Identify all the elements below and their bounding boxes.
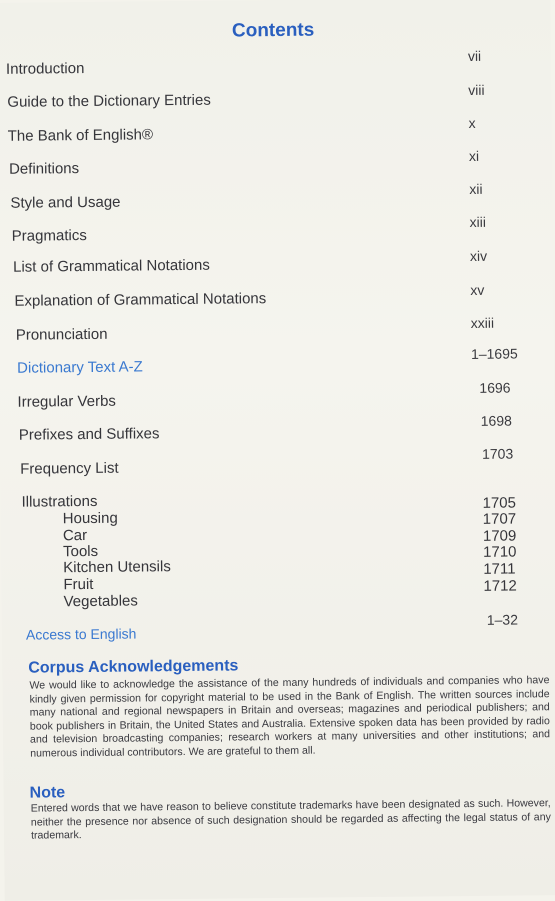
toc-entry-introduction: Introduction [5,60,85,78]
toc-entry-access-to-english: Access to English [25,625,137,643]
toc-entry-frequency-list: Frequency List [20,459,119,478]
illustration-vegetables: Vegetables [63,592,138,611]
toc-page-number: x [468,114,476,131]
illustration-housing: Housing [62,509,118,528]
toc-entry-definitions: Definitions [8,160,80,178]
toc-page-number: 1696 [479,379,511,396]
toc-page-number: 1–1695 [470,345,518,362]
illustration-tools: Tools [62,542,99,561]
toc-page-number: 1703 [481,445,514,462]
toc-entry-pronunciation: Pronunciation [15,325,108,344]
toc-page-number: vii [467,47,482,64]
toc-page-number: viii [468,81,485,98]
note-paragraph: Entered words that we have reason to believe constitute trademarks have been designated as such. However, neither the presence nor absence of such designation should be regarded as affecting the legal status of any trademark. [30,797,551,842]
note-heading: Note [29,784,66,802]
toc-entry-grammatical-list: List of Grammatical Notations [12,256,210,276]
toc-entry-illustrations: Illustrations [21,492,98,511]
toc-page-number: 1698 [480,412,512,429]
illustration-kitchen-utensils: Kitchen Utensils [63,558,171,577]
illustration-page-number: 1709 [482,527,517,545]
toc-entry-prefixes-suffixes: Prefixes and Suffixes [18,425,160,444]
illustration-page-number: 1712 [483,577,517,595]
illustration-page-number: 1710 [483,543,517,561]
corpus-paragraph: We would like to acknowledge the assistance of the many hundreds of individuals and companies who have kindly given permission for copyright material to be used in the Bank of English. The written sources include many national and regional newspapers in Britain and overseas; magazines and periodical publishers; and book publishers in Britain, the United States and Australia. Extensive spoken data has been provided by radio and television broadcasting companies; research workers at many universities and other institutions; and numerous individual contributors. We are grateful to them all. [29,674,551,760]
toc-page-number: xiv [469,247,488,264]
illustration-page-number: 1711 [483,560,516,578]
toc-entry-grammatical-explanation: Explanation of Grammatical Notations [14,290,267,310]
toc-page-number: xiii [469,213,487,230]
illustration-page-number: 1707 [482,510,517,528]
toc-entry-pragmatics: Pragmatics [11,226,87,245]
page-title: Contents [231,19,315,42]
illustration-page-number: 1705 [482,494,517,512]
toc-page-number: xv [470,281,485,298]
toc-entry-dictionary-text: Dictionary Text A-Z [17,358,143,377]
illustration-fruit: Fruit [63,575,94,594]
toc-entry-irregular-verbs: Irregular Verbs [17,392,116,411]
toc-entry-guide: Guide to the Dictionary Entries [7,91,211,111]
illustration-car: Car [62,526,88,545]
toc-page-number: 1–32 [486,611,519,628]
corpus-heading: Corpus Acknowledgements [28,657,239,677]
toc-entry-bank-of-english: The Bank of English® [7,126,154,145]
toc-page-number: xxiii [470,314,495,331]
toc-page-number: xi [468,147,480,164]
toc-page-number: xii [469,180,483,197]
toc-entry-style-usage: Style and Usage [10,193,121,212]
